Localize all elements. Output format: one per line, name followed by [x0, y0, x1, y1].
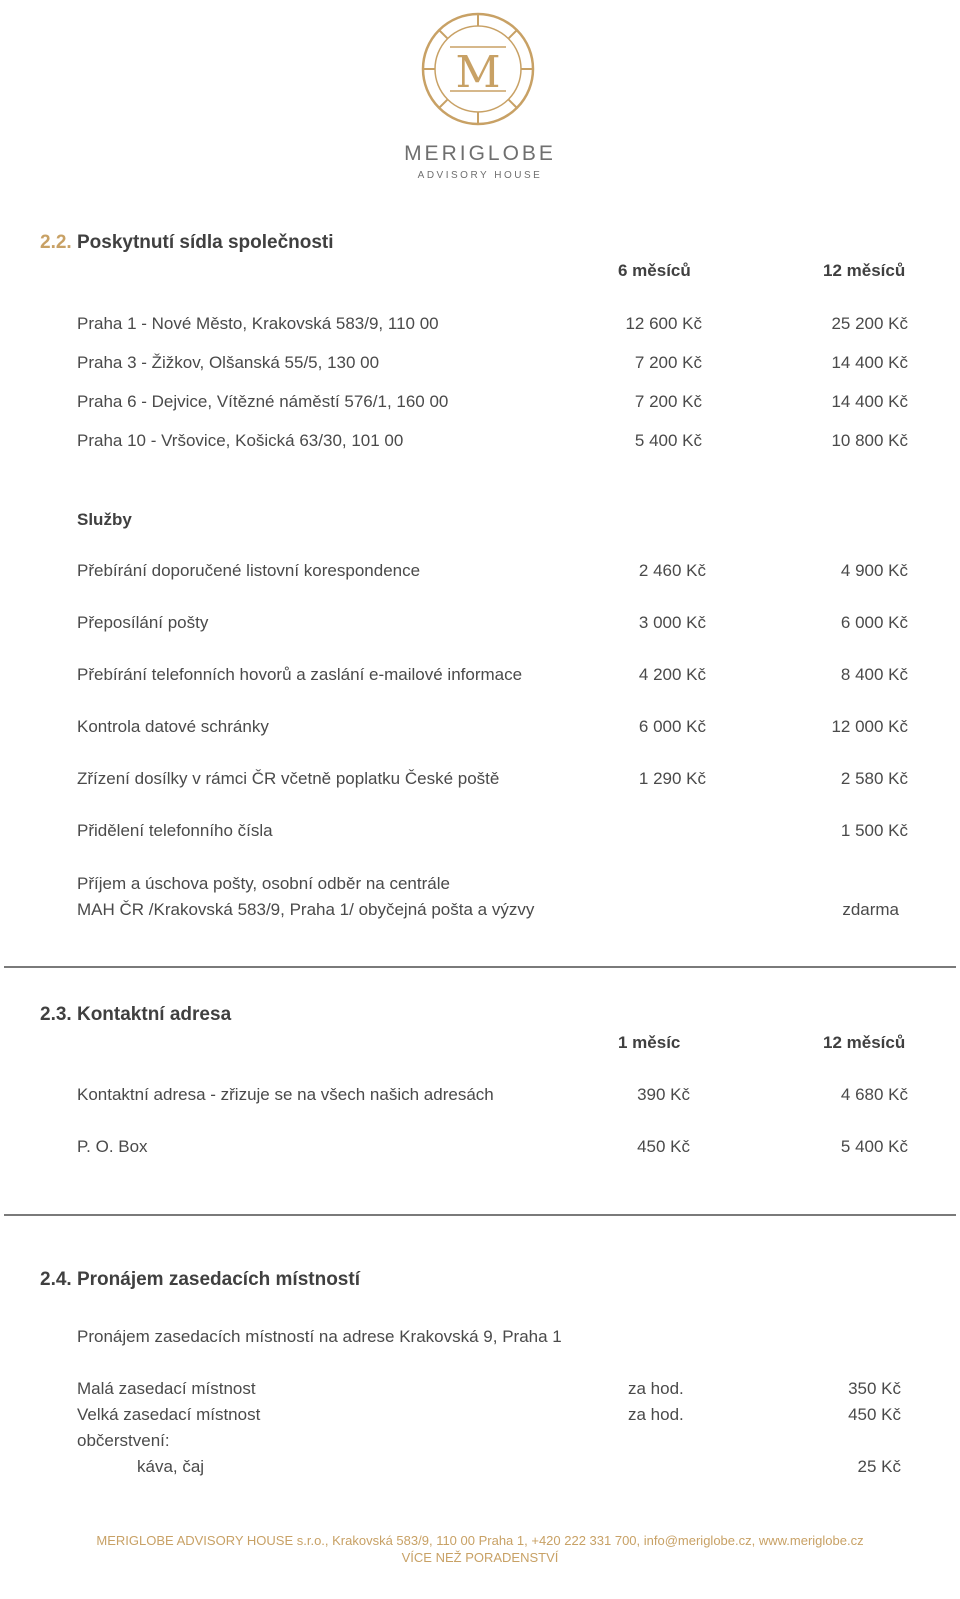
price-12-months: 8 400 Kč	[840, 665, 908, 684]
section-divider	[4, 966, 956, 968]
section-divider	[4, 1214, 956, 1216]
room-unit: za hod.	[628, 1379, 684, 1398]
meeting-room-intro: Pronájem zasedacích místností na adrese Krakovská 9, Praha 1	[77, 1327, 562, 1346]
price-12-months: 14 400 Kč	[831, 353, 908, 372]
price-6-months: 1 290 Kč	[638, 769, 706, 788]
contact-label: P. O. Box	[77, 1137, 148, 1156]
price-12-months: 4 900 Kč	[840, 561, 908, 580]
service-label: Kontrola datové schránky	[77, 717, 269, 736]
refreshment-label: občerstvení:	[77, 1431, 170, 1450]
room-label: Velká zasedací místnost	[77, 1405, 261, 1424]
brand-subtitle: ADVISORY HOUSE	[417, 170, 543, 181]
room-price: 350 Kč	[848, 1379, 901, 1398]
price-6-months: 2 460 Kč	[638, 561, 706, 580]
free-service-line-2: MAH ČR /Krakovská 583/9, Praha 1/ obyčejná pošta a výzvy	[77, 900, 535, 919]
footer-tagline: VÍCE NEŽ PORADENSTVÍ	[401, 1550, 559, 1565]
address-label: Praha 10 - Vršovice, Košická 63/30, 101 00	[77, 431, 404, 450]
section-2-4-title	[40, 1269, 360, 1291]
address-label: Praha 3 - Žižkov, Olšanská 55/5, 130 00	[77, 353, 380, 372]
price-6-months: 7 200 Kč	[634, 392, 702, 411]
column-header-12-months: 12 měsíců	[823, 1033, 906, 1052]
room-label: Malá zasedací místnost	[77, 1379, 256, 1398]
service-label: Přebírání doporučené listovní korespondence	[77, 561, 421, 580]
contact-label: Kontaktní adresa - zřizuje se na všech našich adresách	[77, 1085, 494, 1104]
section-title: Kontaktní adresa	[76, 1004, 232, 1025]
price-6-months: 6 000 Kč	[638, 717, 706, 736]
column-header-1-month: 1 měsíc	[618, 1033, 681, 1052]
section-number: 2.2.	[40, 232, 72, 253]
price-1-month: 450 Kč	[637, 1137, 690, 1156]
column-header-6-months: 6 měsíců	[618, 261, 691, 280]
price-12-months: 1 500 Kč	[840, 821, 908, 840]
price-12-months: 6 000 Kč	[840, 613, 908, 632]
coffee-tea-price: 25 Kč	[857, 1457, 901, 1476]
price-12-months: 2 580 Kč	[840, 769, 908, 788]
address-label: Praha 6 - Dejvice, Vítězné náměstí 576/1, 160 00	[77, 392, 449, 411]
free-service-line-1: Příjem a úschova pošty, osobní odběr na centrále	[77, 874, 450, 893]
service-label: Přebírání telefonních hovorů a zaslání e-mailové informace	[77, 665, 523, 684]
price-12-months: 5 400 Kč	[840, 1137, 908, 1156]
meriglobe-logo-icon	[419, 10, 537, 138]
price-6-months: 3 000 Kč	[638, 613, 706, 632]
coffee-tea-label: káva, čaj	[137, 1457, 205, 1476]
service-label: Přeposílání pošty	[77, 613, 209, 632]
section-number: 2.3.	[40, 1004, 72, 1025]
price-12-months: 10 800 Kč	[831, 431, 908, 450]
services-title: Služby	[77, 510, 132, 529]
logo-header	[0, 0, 960, 190]
section-title: Pronájem zasedacích místností	[76, 1269, 360, 1290]
price-12-months: 4 680 Kč	[840, 1085, 908, 1104]
room-price: 450 Kč	[848, 1405, 901, 1424]
section-number: 2.4.	[40, 1269, 72, 1290]
address-label: Praha 1 - Nové Město, Krakovská 583/9, 110 00	[77, 314, 439, 333]
price-12-months: 14 400 Kč	[831, 392, 908, 411]
price-12-months: 12 000 Kč	[831, 717, 908, 736]
section-2-2-title	[40, 232, 334, 254]
brand-name: MERIGLOBE	[404, 142, 556, 165]
price-6-months: 12 600 Kč	[625, 314, 702, 333]
price-12-months: 25 200 Kč	[831, 314, 908, 333]
free-price: zdarma	[842, 900, 899, 919]
section-title: Poskytnutí sídla společnosti	[76, 232, 334, 253]
service-label: Zřízení dosílky v rámci ČR včetně poplatku České poště	[77, 769, 500, 788]
price-6-months: 4 200 Kč	[638, 665, 706, 684]
column-header-12-months: 12 měsíců	[823, 261, 906, 280]
logo-letter: M	[455, 47, 501, 98]
footer-contact-line: MERIGLOBE ADVISORY HOUSE s.r.o., Krakovská 583/9, 110 00 Praha 1, +420 222 331 700, info@meriglobe.cz, www.meriglobe.cz	[96, 1533, 864, 1548]
price-6-months: 7 200 Kč	[634, 353, 702, 372]
section-2-3-title	[40, 1004, 231, 1026]
service-label: Přidělení telefonního čísla	[77, 821, 273, 840]
room-unit: za hod.	[628, 1405, 684, 1424]
price-6-months: 5 400 Kč	[634, 431, 702, 450]
price-1-month: 390 Kč	[637, 1085, 690, 1104]
